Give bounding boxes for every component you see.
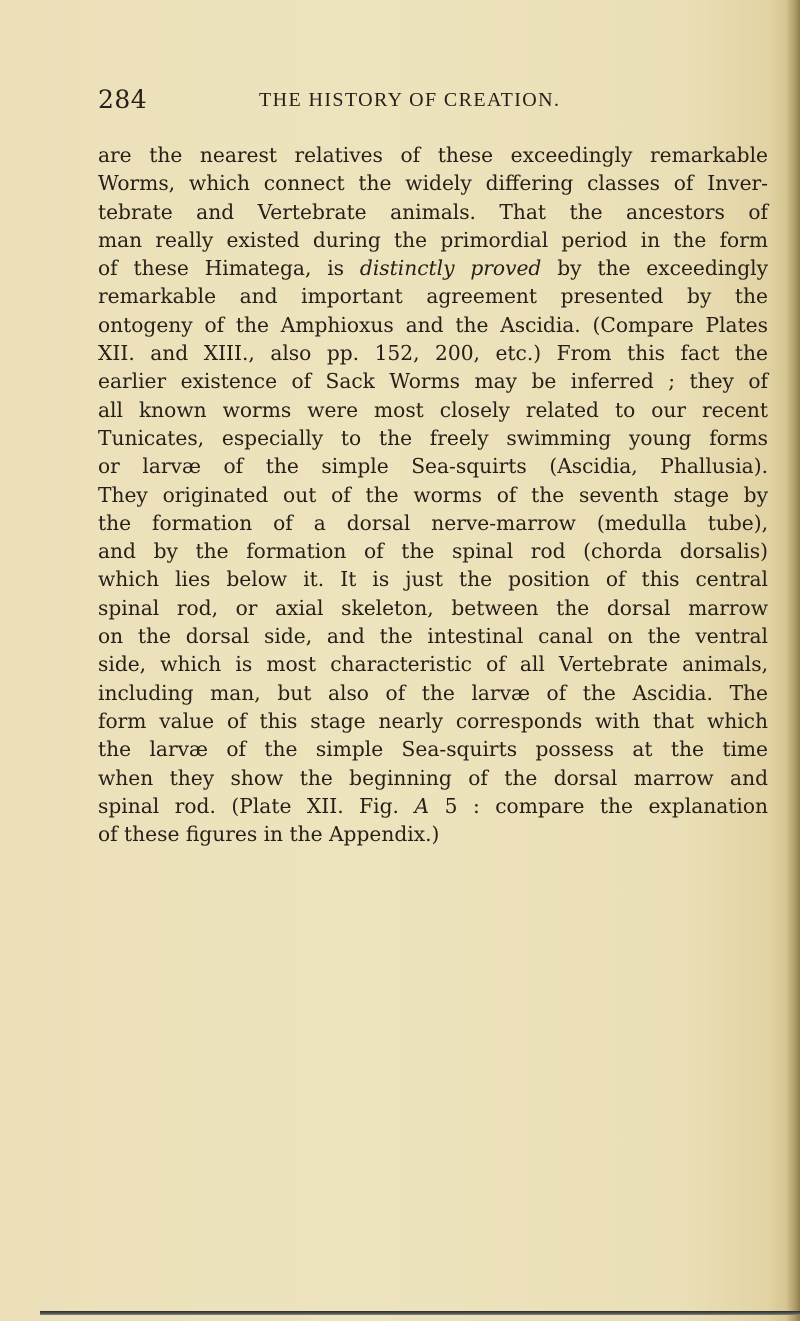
text-line: earlier existence of Sack Worms may be inferred ; they of (98, 369, 768, 394)
text-line: including man, but also of the larvæ of the Ascidia. The (98, 680, 768, 705)
text-line: and by the formation of the spinal rod (chorda dorsalis) (98, 539, 768, 564)
page-number: 284 (98, 85, 148, 114)
text-line: which lies below it. It is just the position of this central (98, 567, 768, 592)
text-line: the formation of a dorsal nerve-marrow (medulla tube), (98, 510, 768, 535)
text-line: ontogeny of the Amphioxus and the Ascidia. (Compare Plates (98, 312, 768, 337)
page-edge-shadow (786, 0, 800, 1321)
text-line: remarkable and important agreement presented by the (98, 284, 768, 309)
text-line: spinal rod, or axial skeleton, between the dorsal marrow (98, 595, 768, 620)
italic-emphasis: A (414, 793, 430, 818)
running-head (98, 85, 598, 125)
text-line: side, which is most characteristic of all Vertebrate animals, (98, 652, 768, 677)
text-line: spinal rod. (Plate XII. Fig. A 5 : compare the explanation (98, 793, 768, 818)
text-line: man really existed during the primordial period in the form (98, 227, 768, 252)
text-line: the larvæ of the simple Sea-squirts possess at the time (98, 737, 768, 762)
text-line: form value of this stage nearly corresponds with that which (98, 708, 768, 733)
text-line: Tunicates, especially to the freely swimming young forms (98, 425, 768, 450)
page-bottom-edge (40, 1311, 800, 1315)
text-line: on the dorsal side, and the intestinal canal on the ventral (98, 624, 768, 649)
text-line: They originated out of the worms of the seventh stage by (98, 482, 768, 507)
text-line: all known worms were most closely related to our recent (98, 397, 768, 422)
italic-emphasis: distinctly proved (359, 256, 542, 281)
running-title: THE HISTORY OF CREATION. (259, 89, 561, 111)
body-paragraph (98, 141, 768, 848)
text-line: when they show the beginning of the dorsal marrow and (98, 765, 768, 790)
text-line: of these Himatega, is distinctly proved by the exceedingly (98, 256, 769, 281)
text-line: Worms, which connect the widely differing classes of Inver- (98, 171, 768, 196)
text-line: are the nearest relatives of these exceedingly remarkable (98, 143, 768, 167)
text-line: of these figures in the Appendix.) (98, 822, 440, 847)
text-line: XII. and XIII., also pp. 152, 200, etc.) From this fact the (98, 341, 768, 366)
text-line: tebrate and Vertebrate animals. That the ancestors of (98, 199, 768, 224)
text-line: or larvæ of the simple Sea-squirts (Ascidia, Phallusia). (98, 454, 768, 479)
